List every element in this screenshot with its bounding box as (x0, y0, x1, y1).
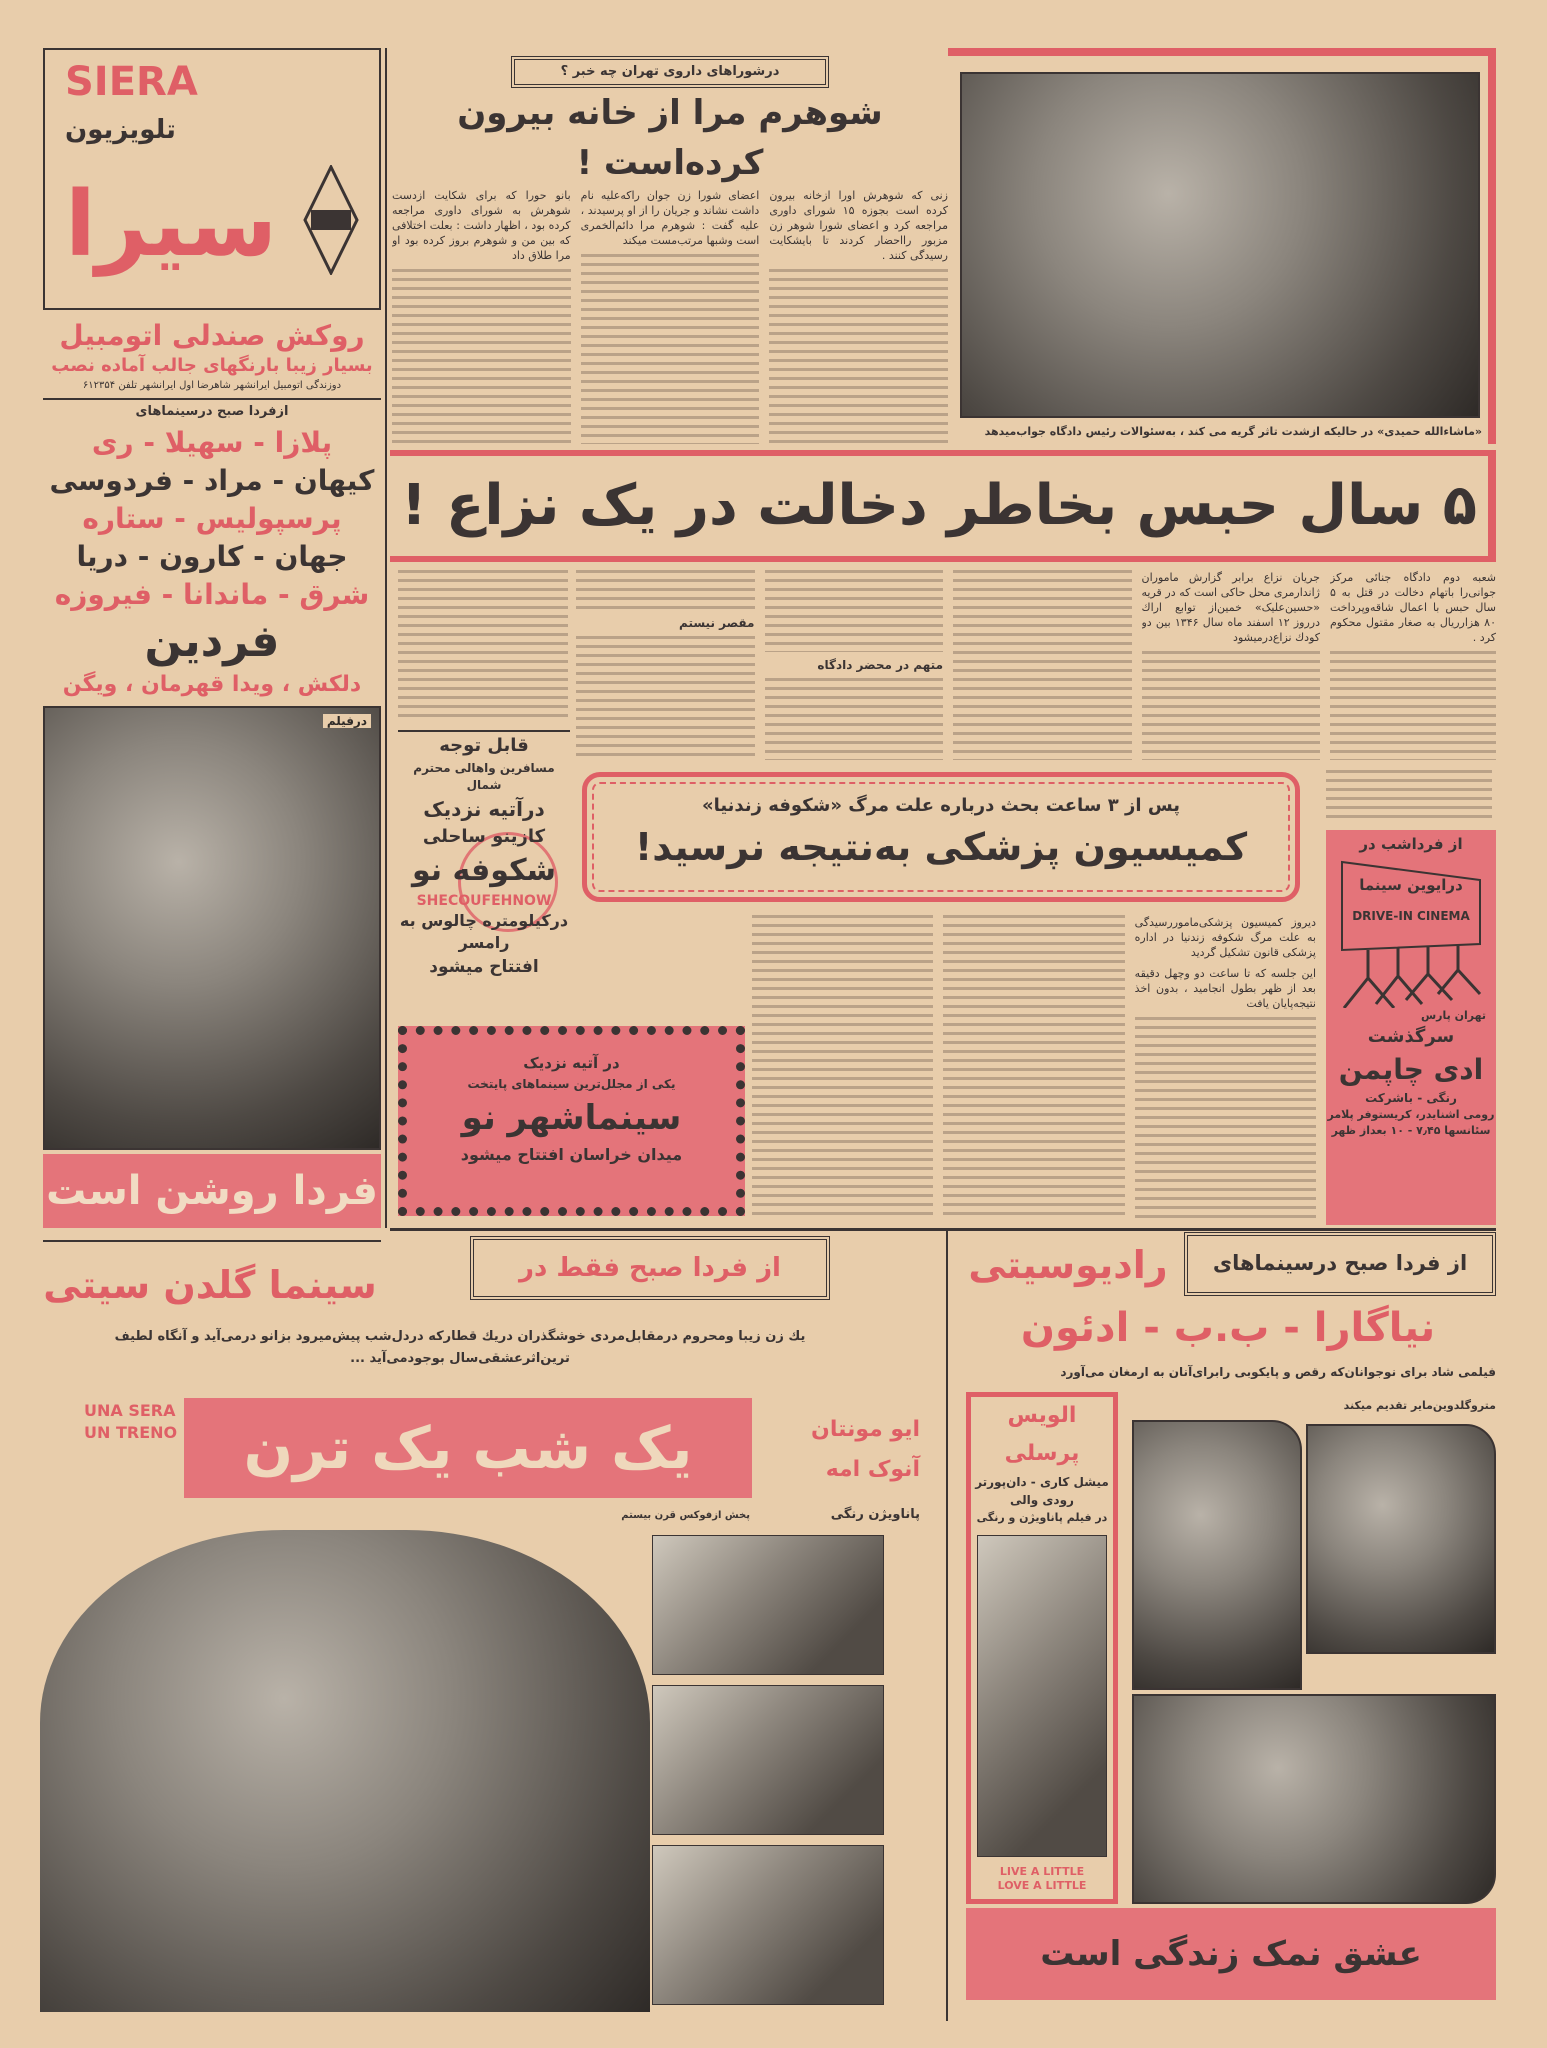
film-poster-faces-photo (40, 1530, 650, 2012)
commission-body-text (943, 915, 1124, 1220)
commission-lead: دیروز کمیسیون پزشکی‌ماموررسیدگی به علت مرگ شکوفه زندنیا در اداره پزشکی قانون تشکیل گردید (1134, 916, 1316, 959)
court-body-text (398, 570, 568, 720)
cinema-line: شرق - ماندانا - فیروزه (54, 578, 370, 611)
drivein-color: رنگی - باشرکت (1365, 1091, 1457, 1105)
actress-phone-photo (1132, 1420, 1302, 1690)
court-body-text (765, 570, 944, 652)
court-column (1142, 570, 1321, 760)
casino-opening: افتتاح میشود (429, 957, 539, 977)
film-title-latin-1: UNA SERA (84, 1401, 176, 1420)
elvis-star: الویس پرسلی (1004, 1403, 1080, 1466)
couple-photo (1306, 1424, 1496, 1654)
court-column (953, 570, 1132, 760)
cinema-line: کیهان - مراد - فردوسی (49, 464, 375, 497)
commission-column (1135, 915, 1316, 1220)
film-title-latin (84, 1400, 182, 1496)
elvis-film-banner: عشق نمک زندگی است (966, 1908, 1496, 2000)
siera-diamond-logo (303, 165, 359, 275)
film-title-latin-2: UN TRENO (84, 1423, 178, 1442)
article-kicker: درشوراهای داروی تهران چه خبر ؟ (511, 56, 829, 88)
drive-in-cinema-ad (1326, 830, 1496, 1225)
red-frame (948, 48, 1496, 56)
article-headline: شوهرم مرا از خانه بیرون کرده‌است ! (457, 93, 883, 183)
section-divider (390, 1228, 1496, 1231)
court-body-text (953, 570, 1132, 760)
film-still-photo (652, 1535, 884, 1675)
fardin-costars: دلکش ، ویدا قهرمان ، ویگن (62, 672, 362, 697)
casino-name: شکوفه نو (411, 853, 557, 888)
film-still-photo (652, 1685, 884, 1835)
soon-label: درآتیه نزدیک (423, 797, 545, 821)
shahrnow-desc: یکی از مجلل‌ترین سینماهای پایتخت (467, 1077, 676, 1091)
siera-tv-ad (43, 48, 381, 310)
court-lead: جریان نزاع برابر گزارش ماموران ژاندارمری محل حاکی است که در قریه «حسین‌علیک» خمین‌از توابع اراك درروز ۱۲ اسفند ماه سال ۱۳۴۶ بین دو کودك نزاع‌درمیشود (1141, 571, 1320, 644)
film-distributor: پخش ازفوکس قرن بیستم (621, 1510, 750, 1521)
commission-kicker: پس از ۳ ساعت بحث درباره علت مرگ «شکوفه زندنیا» (701, 795, 1181, 816)
shekoofeh-casino-ad (398, 730, 570, 1020)
commission-article-columns (752, 915, 1316, 1220)
court-subhead: مقصر نیستم (679, 616, 755, 630)
golden-city-box: از فردا صبح فقط در (470, 1236, 830, 1300)
drivein-intro: از فرداشب در (1359, 835, 1463, 853)
casino-name-latin: SHECOUFEHNOW (416, 893, 552, 909)
drive-in-sign-icon (1338, 858, 1484, 1008)
commission-body-text (752, 915, 933, 1220)
column-divider (385, 48, 387, 1228)
commission-body-text (1135, 1017, 1316, 1220)
commission-column (943, 915, 1124, 1220)
article-body-text (769, 269, 948, 444)
dancer-photo (1132, 1694, 1496, 1904)
radio-city-desc: فیلمی شاد برای نوجوانان‌که رقص و پایکوبی رابرای‌آنان به ارمغان می‌آورد (1060, 1365, 1496, 1379)
elvis-cast: میشل کاری - دان‌پورتر (975, 1475, 1109, 1489)
radio-city-cinema: رادیوسیتی (968, 1243, 1168, 1287)
elvis-cast-2: رودی والی (1010, 1493, 1074, 1507)
casino-label: کازینو ساحلی (422, 826, 546, 847)
siera-persian-logo: سیرا (65, 172, 278, 277)
courtroom-photo (960, 72, 1480, 418)
main-headline-box (390, 450, 1496, 562)
top-article (392, 52, 948, 444)
cinema-line: جهان - کارون - دریا (76, 540, 348, 573)
court-article-columns (576, 570, 1496, 760)
attention-label: قابل توجه (439, 735, 529, 756)
film-still-photo (652, 1845, 884, 2005)
court-lead: شعبه دوم دادگاه جنائی مرکز جوانی‌را باتهام دخالت در قتل به ۵ سال حبس با اعمال شاقه‌وپرداخت ۸۰ هزارریال به صغار مقتول محکوم کرد . (1330, 571, 1496, 644)
article-column (392, 188, 571, 444)
car-seat-subtitle: بسیار زیبا بارنگهای جالب آماده نصب (51, 355, 373, 376)
presenter: متروگلدوین‌مایر تقدیم میکند (1343, 1399, 1496, 1412)
fardin-star: فردین (144, 616, 280, 667)
article-lead: بانو حورا که برای شکایت ازدست شوهرش به شورای داوری مراجعه کرده بود ، اظهار داشت : بعلت اختلافی که بین من و شوهرم بروز کرده بود او مرا طلاق داد (392, 189, 571, 262)
cinema-line: پلازا - سهیلا - ری (91, 426, 333, 459)
main-headline: ۵ سال حبس بخاطر دخالت در یک نزاع ! (401, 473, 1477, 538)
court-column (1330, 570, 1496, 760)
article-body-text (581, 254, 760, 444)
court-body-text (1326, 770, 1492, 822)
article-columns (392, 188, 948, 444)
film-title-banner: یک شب یک ترن (184, 1398, 752, 1498)
fardin-film-photo (43, 706, 381, 1150)
radio-city-box: از فردا صبح درسینماهای (1184, 1232, 1496, 1296)
article-column (769, 188, 948, 444)
actor-1: ایو مونتان (811, 1417, 920, 1442)
court-body-text (1330, 651, 1496, 760)
radio-city-cinemas-2: نیاگارا - ب.ب - ادئون (1020, 1305, 1436, 1351)
shahrnow-soon: در آتیه نزدیک (523, 1054, 620, 1072)
article-body-text (392, 269, 571, 444)
elvis-latin-title: LIVE A LITTLE LOVE A LITTLE (997, 1865, 1087, 1892)
film-format: پاناویژن رنگی (830, 1507, 920, 1522)
court-column (576, 570, 755, 760)
drivein-sign-persian: درایوین سینما (1359, 876, 1463, 894)
siera-product: تلویزیون (65, 115, 176, 145)
section-divider (43, 1240, 381, 1242)
fardin-ad (43, 400, 381, 1228)
elvis-format: در فیلم پاناویژن و رنگی (976, 1511, 1108, 1524)
in-film-label: درفیلم (323, 714, 371, 728)
column-divider (946, 1231, 948, 2021)
court-body-text (765, 678, 944, 760)
commission-headline: کمیسیون پزشکی به‌نتیجه نرسید! (634, 825, 1248, 869)
shahrnow-name: سینماشهر نو (461, 1098, 682, 1138)
fardin-film-title: فردا روشن است (43, 1154, 381, 1228)
court-subhead: متهم در محضر دادگاه (817, 658, 943, 672)
drivein-film-pre: سرگذشت (1367, 1026, 1455, 1047)
commission-lead: این جلسه که تا ساعت دو وچهل دقیقه بعد از ظهر بطول انجامید ، بدون اخذ نتیجه‌پایان یافت (1134, 967, 1316, 1010)
article-lead: اعضای شورا زن جوان راکه‌علیه نام داشت نشاند و جریان را از او پرسیدند ، علیه گفت : شوهرم مرا دائم‌الخمری است وشبها مرتب‌مست میکند (580, 189, 760, 247)
commission-headline-box (582, 772, 1300, 902)
drivein-film: ادی چاپمن (1338, 1053, 1484, 1086)
article-column (581, 188, 760, 444)
drivein-cast: رومی اشنایدر، کریستوفر پلامر (1327, 1108, 1495, 1121)
car-seat-ad (43, 318, 381, 400)
left-column-stack (43, 318, 381, 1228)
car-seat-address: دوزندگی اتومبیل ایرانشهر شاهرضا اول ایرانشهر تلفن ۶۱۲۳۵۴ (82, 380, 342, 391)
car-seat-title: روکش صندلی اتومبیل (59, 319, 365, 352)
actor-2: آنوک امه (825, 1457, 920, 1482)
fardin-intro: ازفردا صبح درسینماهای (135, 404, 289, 419)
cinema-shahr-now-ad (398, 1026, 745, 1216)
photo-caption: «ماشاءالله حمیدی» در حالیکه ازشدت تاثر گریه می کند ، به‌سئوالات رئیس دادگاه جواب‌میدهد (984, 425, 1482, 438)
cinema-line: پرسپولیس - ستاره (82, 502, 342, 535)
golden-city-cinema: سینما گلدن سیتی (43, 1263, 377, 1307)
shahrnow-location: میدان خراسان افتتاح میشود (460, 1145, 683, 1164)
elvis-box (966, 1392, 1118, 1904)
golden-city-synopsis: یك زن زیبا ومحروم درمقابل‌مردی خوشگذران دریك قطارکه دردل‌شب پیش‌میرود بزانو درمی‌آید و آنگاه لطیف ترین‌اثرعشقی‌سال بوجودمی‌آید ... (114, 1329, 806, 1366)
court-column (765, 570, 944, 760)
casino-location: درکیلومتره چالوس به رامسر (399, 911, 569, 952)
siera-latin-logo: SIERA (65, 59, 198, 105)
article-lead: زنی که شوهرش اورا ازخانه بیرون کرده است بجوزه ۱۵ شورای داوری مراجعه کرد و اعضای شورا شوهر زن مزبور رااحضار کردند تا بایشکایت رسیدگی کنند . (769, 189, 948, 262)
audience: مسافرین واهالی محترم شمال (413, 761, 555, 792)
red-frame (1488, 48, 1496, 444)
drivein-sign-latin: DRIVE-IN CINEMA (1352, 909, 1470, 923)
court-body-text (576, 570, 755, 610)
drivein-place: تهران پارس (1421, 1009, 1486, 1022)
court-body-text (576, 636, 755, 760)
drivein-shows: سئانسها ۷٫۴۵ - ۱۰ بعداز ظهر (1331, 1124, 1491, 1137)
court-body-text (1142, 651, 1321, 760)
commission-column (752, 915, 933, 1220)
elvis-photo (977, 1535, 1107, 1857)
